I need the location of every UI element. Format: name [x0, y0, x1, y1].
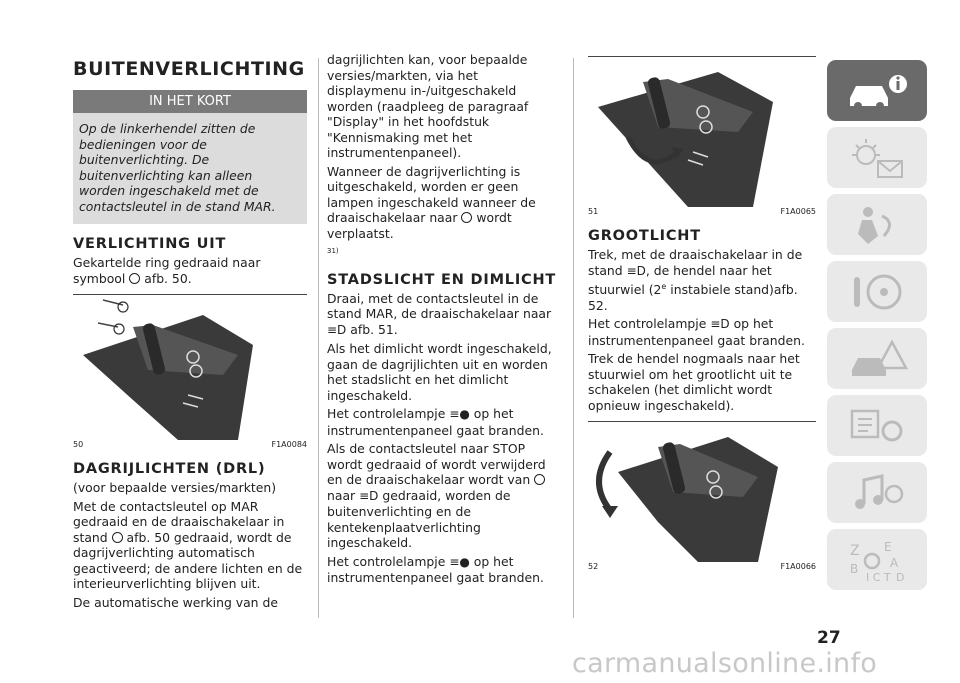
page-number: 27 — [817, 628, 841, 648]
off-symbol-icon — [534, 474, 545, 485]
paragraph: Het controlelampje ≡● op het instrumentenpaneel gaat branden. — [327, 406, 544, 438]
emergency-triangle-icon — [844, 336, 910, 382]
paragraph: Het controlelampje ≡D op het instrumentenpaneel gaat branden. — [588, 316, 805, 348]
paragraph: Met de contactsleutel op MAR gedraaid en de draaischakelaar in stand afb. 50 gedraaid, wordt de dagrijverlichting automatisch geactiveerd; de andere lichten en de interieurverlichting blijven uit. — [73, 498, 303, 591]
svg-text:E: E — [884, 539, 892, 554]
steering-key-icon — [844, 269, 910, 315]
tab-emergency[interactable] — [827, 328, 927, 389]
light-lever-pull-illustration — [588, 422, 816, 562]
light-lever-illustration — [73, 295, 307, 440]
figure-caption: 51 F1A0065 — [588, 207, 816, 216]
index-icon — [844, 537, 910, 583]
figure-caption: 52 F1A0066 — [588, 562, 816, 572]
reference — [327, 244, 559, 260]
maintenance-icon — [844, 403, 910, 449]
column-1 — [73, 52, 307, 613]
column-3 — [588, 52, 816, 571]
svg-text:A: A — [890, 555, 899, 570]
paragraph: De automatische werking van de — [73, 594, 278, 610]
warning-lights-icon — [844, 135, 910, 181]
figure-51-lever — [588, 57, 816, 207]
parking-light-icon: ≡● — [449, 407, 470, 421]
low-beam-icon: ≡D — [327, 322, 347, 337]
heading-stadslicht: STADSLICHT EN DIMLICHT — [327, 271, 557, 288]
svg-text:B: B — [850, 561, 859, 576]
summary-heading: IN HET KORT — [73, 90, 307, 113]
summary-box — [73, 90, 307, 224]
figure-52-lever — [588, 422, 816, 562]
heading-verlichting-uit: VERLICHTING UIT — [73, 236, 227, 252]
tab-maintenance[interactable] — [827, 395, 927, 456]
low-beam-icon: ≡D — [626, 263, 646, 278]
paragraph: Het controlelampje ≡● op het instrumentenpaneel gaat branden. — [327, 553, 544, 585]
airbag-seat-icon — [844, 202, 910, 248]
warning-reference: 31) — [327, 247, 339, 255]
figure-50-lever — [73, 295, 307, 440]
paragraph: Trek, met de draaischakelaar in de stand ≡D, de hendel naar het stuurwiel (2e instabiele stand)afb. 52. — [588, 247, 803, 313]
tab-airbag-seat[interactable] — [827, 194, 927, 255]
paragraph: dagrijlichten kan, voor bepaalde versies/markten, via het displaymenu in-/uitgeschakeld worden (raadpleeg de paragraaf "Display" in het hoofdstuk "Kennismaking met het instrumentenpaneel). — [327, 52, 529, 160]
low-beam-icon: ≡D — [359, 488, 379, 503]
chapter-tabs — [827, 60, 927, 596]
column-separator — [573, 58, 574, 618]
tab-steering-key[interactable] — [827, 261, 927, 322]
tab-warning-lights[interactable] — [827, 127, 927, 188]
summary-text: Op de linkerhendel zitten de bedieningen voor de buitenverlichting. De buitenverlichting kan alleen worden ingeschakeld met de contactsleutel in de stand MAR. — [79, 121, 276, 214]
paragraph: Als de contactsleutel naar STOP wordt gedraaid of wordt verwijderd en de draaischakelaar wordt van naar ≡D gedraaid, worden de buitenverlichting en de kentekenplaatverlichting ingeschakeld. — [327, 441, 546, 550]
section-title: BUITENVERLICHTING — [73, 58, 305, 80]
high-beam-icon: ≡D — [710, 317, 730, 332]
tab-index[interactable] — [827, 529, 927, 590]
paragraph: Gekartelde ring gedraaid naar symbool afb. 50. — [73, 255, 261, 286]
light-lever-rotate-illustration — [588, 57, 816, 207]
parking-light-icon: ≡● — [449, 554, 470, 569]
column-separator — [318, 58, 319, 618]
paragraph: Als het dimlicht wordt ingeschakeld, gaan de dagrijlichten uit en worden het stadslicht en het dimlicht ingeschakeld. — [327, 341, 552, 403]
off-symbol-icon — [112, 532, 123, 543]
heading-grootlicht: GROOTLICHT — [588, 228, 701, 244]
off-symbol-icon — [461, 212, 472, 223]
off-symbol-icon — [129, 273, 140, 284]
paragraph: (voor bepaalde versies/markten) — [73, 480, 277, 495]
heading-drl: DAGRIJLICHTEN (DRL) — [73, 461, 266, 477]
figure-caption: 50 F1A0084 — [73, 440, 307, 449]
tab-multimedia[interactable] — [827, 462, 927, 523]
svg-text:Z: Z — [850, 542, 860, 559]
paragraph: Wanneer de dagrijverlichting is uitgeschakeld, worden er geen lampen ingeschakeld wanneer de draaischakelaar naar wordt verplaatst. — [327, 163, 536, 241]
svg-text:D: D — [896, 570, 905, 583]
paragraph: Draai, met de contactsleutel in de stand MAR, de draaischakelaar naar ≡D afb. 51. — [327, 290, 552, 337]
watermark: carmanualsonline.info — [572, 648, 878, 679]
paragraph: Trek de hendel nogmaals naar het stuurwiel om het grootlicht uit te schakelen (het dimlicht wordt opnieuw ingeschakeld). — [588, 351, 800, 413]
multimedia-icon — [844, 470, 910, 516]
column-2 — [327, 52, 559, 589]
tab-car-info[interactable] — [827, 60, 927, 121]
svg-text:I C T: I C T — [866, 570, 891, 583]
car-info-icon — [844, 68, 910, 114]
